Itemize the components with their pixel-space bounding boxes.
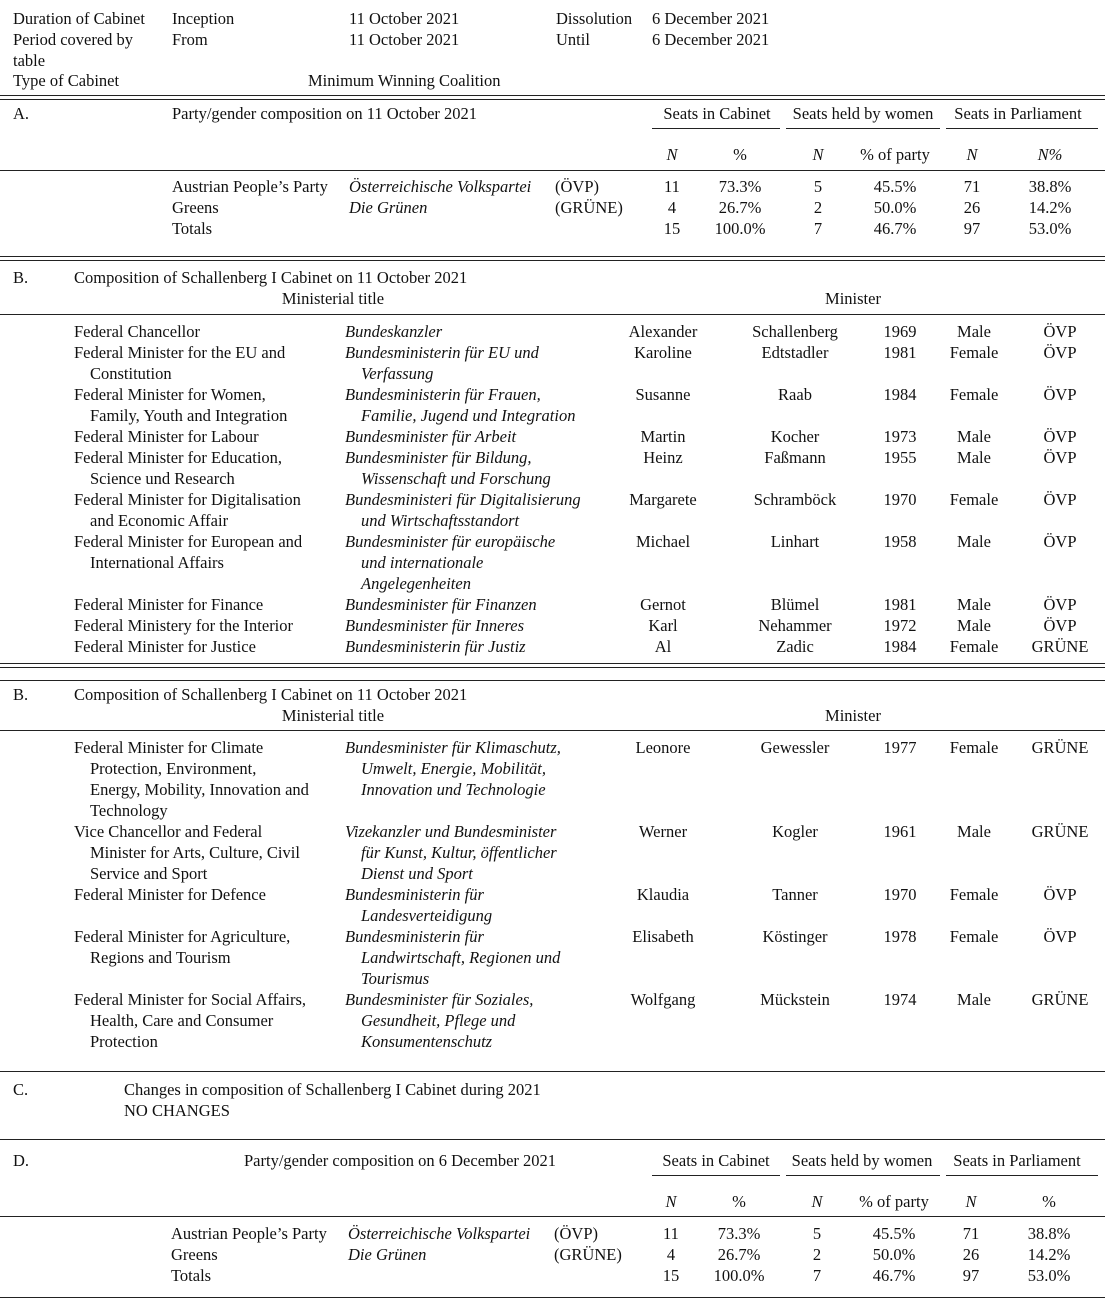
- minister-last-name: Schramböck: [753, 490, 837, 509]
- minister-first-name: Gernot: [640, 595, 686, 614]
- section-b1-end-rule: [0, 663, 1105, 668]
- ministerial-title-native: Bundeskanzler: [345, 322, 443, 341]
- cabinet-seats: 11: [663, 1224, 679, 1243]
- minister-first-name: Margarete: [629, 490, 697, 509]
- until-label: Until: [556, 30, 590, 49]
- women-seats: 2: [813, 198, 823, 217]
- minister-last-name: Schallenberg: [752, 322, 838, 341]
- minister-party: ÖVP: [1043, 532, 1077, 551]
- ministerial-title: Protection, Environment,: [90, 759, 257, 778]
- minister-first-name: Karoline: [634, 343, 692, 362]
- minister-first-name: Michael: [635, 532, 691, 551]
- ministerial-title-native: Gesundheit, Pflege und: [361, 1011, 516, 1030]
- ministerial-title: Federal Minister for Climate: [74, 738, 264, 757]
- ministerial-title-native: Bundesminister für Finanzen: [345, 595, 537, 614]
- ministerial-title-native: Bundesminister für Inneres: [345, 616, 525, 635]
- column-minister: Minister: [825, 706, 881, 725]
- minister-party: GRÜNE: [1031, 990, 1089, 1009]
- parliament-percent: 38.8%: [1028, 177, 1072, 196]
- column-header: %: [1042, 1192, 1056, 1211]
- section-a-end-rule: [0, 256, 1105, 257]
- column-header: N: [965, 1192, 977, 1211]
- minister-gender: Male: [957, 822, 991, 841]
- minister-birth-year: 1981: [883, 595, 917, 614]
- minister-last-name: Tanner: [772, 885, 818, 904]
- minister-party: GRÜNE: [1031, 822, 1089, 841]
- minister-gender: Male: [957, 990, 991, 1009]
- ministerial-title-native: für Kunst, Kultur, öffentlicher: [361, 843, 557, 862]
- minister-gender: Male: [957, 322, 991, 341]
- subheader-rule: [786, 128, 940, 129]
- party-native-name: Die Grünen: [348, 1245, 427, 1264]
- minister-gender: Female: [949, 885, 999, 904]
- ministerial-title: Federal Minister for the EU and: [74, 343, 286, 362]
- party-name: Greens: [172, 198, 219, 217]
- minister-last-name: Kocher: [770, 427, 820, 446]
- ministerial-title: Federal Minister for Women,: [74, 385, 266, 404]
- table-head-rule: [0, 314, 1105, 315]
- minister-birth-year: 1984: [883, 637, 917, 656]
- ministerial-title: Federal Ministery for the Interior: [74, 616, 294, 635]
- ministerial-title: Federal Minister for Social Affairs,: [74, 990, 307, 1009]
- women-percent: 50.0%: [872, 1245, 916, 1264]
- minister-birth-year: 1970: [883, 885, 917, 904]
- minister-gender: Female: [949, 637, 999, 656]
- minister-last-name: Blümel: [770, 595, 820, 614]
- column-header: N: [966, 145, 978, 164]
- subheader-rule: [946, 1175, 1098, 1176]
- cabinet-seats: 11: [664, 177, 680, 196]
- parliament-percent: 38.8%: [1027, 1224, 1071, 1243]
- ministerial-title-native: Landesverteidigung: [361, 906, 493, 925]
- column-header: % of party: [859, 1192, 929, 1211]
- ministerial-title: Energy, Mobility, Innovation and: [90, 780, 309, 799]
- from-date: 11 October 2021: [349, 30, 460, 49]
- parliament-seats: 97: [962, 1266, 980, 1285]
- minister-gender: Female: [949, 927, 999, 946]
- ministerial-title: Federal Chancellor: [74, 322, 200, 341]
- parliament-seats: 26: [963, 198, 981, 217]
- cabinet-percent: 100.0%: [713, 1266, 765, 1285]
- section-d-end-rule: [0, 1297, 1105, 1298]
- column-ministerial-title: Ministerial title: [281, 289, 385, 308]
- minister-birth-year: 1961: [883, 822, 917, 841]
- inception-label: Inception: [172, 9, 235, 28]
- cabinet-seats: 15: [663, 219, 681, 238]
- cabinet-percent: 73.3%: [718, 177, 762, 196]
- section-b-letter: B.: [13, 685, 29, 704]
- ministerial-title: Federal Minister for Defence: [74, 885, 266, 904]
- party-abbreviation: (GRÜNE): [554, 1245, 622, 1264]
- ministerial-title-native: Bundesminister für Arbeit: [345, 427, 517, 446]
- women-percent: 45.5%: [873, 177, 917, 196]
- ministerial-title-native: Vizekanzler und Bundesminister: [345, 822, 557, 841]
- section-a-letter: A.: [13, 104, 30, 123]
- ministerial-title-native: Innovation und Technologie: [361, 780, 546, 799]
- section-d-title: Party/gender composition on 6 December 2021: [244, 1151, 557, 1170]
- cabinet-seats: 4: [667, 198, 677, 217]
- minister-last-name: Nehammer: [758, 616, 832, 635]
- header-seats-cabinet: Seats in Cabinet: [663, 104, 771, 123]
- ministerial-title: Technology: [90, 801, 168, 820]
- until-date: 6 December 2021: [652, 30, 770, 49]
- cabinet-percent: 26.7%: [717, 1245, 761, 1264]
- header-seats-parliament: Seats in Parliament: [954, 104, 1082, 123]
- minister-party: ÖVP: [1043, 927, 1077, 946]
- ministerial-title-native: Wissenschaft und Forschung: [361, 469, 551, 488]
- header-rule: [0, 95, 1105, 100]
- ministerial-title-native: Bundesministerin für Frauen,: [345, 385, 541, 404]
- party-name: Austrian People’s Party: [172, 177, 328, 196]
- minister-party: ÖVP: [1043, 385, 1077, 404]
- minister-party: ÖVP: [1043, 448, 1077, 467]
- section-c-title: Changes in composition of Schallenberg I Cabinet during 2021: [124, 1080, 541, 1099]
- period-label-2: table: [13, 51, 46, 70]
- ministerial-title-native: Bundesminister für Klimaschutz,: [345, 738, 561, 757]
- minister-birth-year: 1969: [883, 322, 917, 341]
- minister-gender: Female: [949, 343, 999, 362]
- minister-party: ÖVP: [1043, 427, 1077, 446]
- ministerial-title: and Economic Affair: [90, 511, 229, 530]
- cabinet-percent: 26.7%: [718, 198, 762, 217]
- parliament-seats: 26: [962, 1245, 980, 1264]
- section-a-title: Party/gender composition on 11 October 2021: [172, 104, 478, 123]
- ministerial-title: Health, Care and Consumer: [90, 1011, 274, 1030]
- party-native-name: Österreichische Volkspartei: [349, 177, 532, 196]
- women-percent: 46.7%: [873, 219, 917, 238]
- parliament-percent: 14.2%: [1027, 1245, 1071, 1264]
- ministerial-title: International Affairs: [90, 553, 224, 572]
- minister-last-name: Gewessler: [760, 738, 830, 757]
- ministerial-title-native: und internationale: [361, 553, 484, 572]
- minister-party: GRÜNE: [1031, 637, 1089, 656]
- minister-birth-year: 1955: [883, 448, 917, 467]
- inception-date: 11 October 2021: [349, 9, 460, 28]
- minister-birth-year: 1977: [883, 738, 917, 757]
- ministerial-title-native: Dienst und Sport: [361, 864, 473, 883]
- ministerial-title: Vice Chancellor and Federal: [74, 822, 263, 841]
- parliament-percent: 53.0%: [1027, 1266, 1071, 1285]
- ministerial-title: Regions and Tourism: [90, 948, 231, 967]
- ministerial-title: Protection: [90, 1032, 158, 1051]
- minister-first-name: Heinz: [643, 448, 683, 467]
- ministerial-title: Federal Minister for Agriculture,: [74, 927, 291, 946]
- minister-party: ÖVP: [1043, 885, 1077, 904]
- minister-gender: Female: [949, 738, 999, 757]
- ministerial-title: Family, Youth and Integration: [90, 406, 288, 425]
- ministerial-title: Minister for Arts, Culture, Civil: [90, 843, 300, 862]
- ministerial-title-native: Bundesministerin für EU und: [345, 343, 539, 362]
- ministerial-title-native: Konsumentenschutz: [361, 1032, 493, 1051]
- minister-gender: Female: [949, 385, 999, 404]
- section-b-letter: B.: [13, 268, 29, 287]
- cabinet-percent: 100.0%: [714, 219, 766, 238]
- minister-last-name: Edtstadler: [761, 343, 829, 362]
- minister-first-name: Karl: [648, 616, 678, 635]
- minister-gender: Male: [957, 595, 991, 614]
- party-abbreviation: (ÖVP): [554, 1224, 598, 1243]
- women-seats: 7: [813, 219, 823, 238]
- ministerial-title-native: Bundesminister für europäische: [345, 532, 556, 551]
- section-b2-end-rule: [0, 1071, 1105, 1072]
- minister-first-name: Susanne: [635, 385, 691, 404]
- ministerial-title-native: Landwirtschaft, Regionen und: [361, 948, 561, 967]
- type-value: Minimum Winning Coalition: [308, 71, 501, 90]
- column-header: N: [665, 1192, 677, 1211]
- party-native-name: Die Grünen: [349, 198, 428, 217]
- minister-gender: Male: [957, 427, 991, 446]
- column-header: N: [812, 145, 824, 164]
- section-c-end-rule: [0, 1139, 1105, 1140]
- parliament-seats: 97: [963, 219, 981, 238]
- column-header: N%: [1037, 145, 1063, 164]
- section-b-title: Composition of Schallenberg I Cabinet on 11 October 2021: [74, 685, 468, 704]
- section-c-body: NO CHANGES: [124, 1101, 230, 1120]
- from-label: From: [172, 30, 208, 49]
- minister-party: GRÜNE: [1031, 738, 1089, 757]
- dissolution-date: 6 December 2021: [652, 9, 770, 28]
- minister-gender: Male: [957, 448, 991, 467]
- dissolution-label: Dissolution: [556, 9, 633, 28]
- minister-gender: Female: [949, 490, 999, 509]
- minister-party: ÖVP: [1043, 343, 1077, 362]
- minister-party: ÖVP: [1043, 490, 1077, 509]
- party-native-name: Österreichische Volkspartei: [348, 1224, 531, 1243]
- minister-birth-year: 1970: [883, 490, 917, 509]
- ministerial-title-native: Angelegenheiten: [361, 574, 471, 593]
- column-ministerial-title: Ministerial title: [281, 706, 385, 725]
- parliament-seats: 71: [963, 177, 981, 196]
- parliament-seats: 71: [962, 1224, 980, 1243]
- header-seats-women: Seats held by women: [792, 104, 934, 123]
- header-seats-cabinet: Seats in Cabinet: [662, 1151, 770, 1170]
- section-d-letter: D.: [13, 1151, 30, 1170]
- women-percent: 50.0%: [873, 198, 917, 217]
- ministerial-title-native: Bundesminister für Bildung,: [345, 448, 532, 467]
- party-name: Totals: [172, 219, 213, 238]
- minister-first-name: Wolfgang: [630, 990, 696, 1009]
- table-head-rule: [0, 170, 1105, 171]
- ministerial-title-native: Bundesministerin für: [345, 927, 484, 946]
- cabinet-seats: 4: [666, 1245, 676, 1264]
- column-minister: Minister: [825, 289, 881, 308]
- minister-first-name: Werner: [638, 822, 688, 841]
- minister-birth-year: 1978: [883, 927, 917, 946]
- minister-last-name: Köstinger: [762, 927, 828, 946]
- minister-party: ÖVP: [1043, 322, 1077, 341]
- cabinet-seats: 15: [662, 1266, 680, 1285]
- subheader-rule: [946, 128, 1098, 129]
- header-seats-women: Seats held by women: [791, 1151, 933, 1170]
- ministerial-title-native: Bundesministeri für Digitalisierung: [345, 490, 581, 509]
- women-percent: 45.5%: [872, 1224, 916, 1243]
- minister-first-name: Al: [654, 637, 672, 656]
- ministerial-title-native: Tourismus: [361, 969, 430, 988]
- minister-birth-year: 1984: [883, 385, 917, 404]
- minister-first-name: Martin: [640, 427, 686, 446]
- column-header: %: [732, 1192, 746, 1211]
- minister-first-name: Alexander: [628, 322, 698, 341]
- ministerial-title: Federal Minister for Labour: [74, 427, 259, 446]
- header-seats-parliament: Seats in Parliament: [953, 1151, 1081, 1170]
- ministerial-title-native: Umwelt, Energie, Mobilität,: [361, 759, 546, 778]
- party-name: Austrian People’s Party: [171, 1224, 327, 1243]
- parliament-percent: 14.2%: [1028, 198, 1072, 217]
- party-abbreviation: (GRÜNE): [555, 198, 623, 217]
- column-header: %: [733, 145, 747, 164]
- type-label: Type of Cabinet: [13, 71, 120, 90]
- party-abbreviation: (ÖVP): [555, 177, 599, 196]
- ministerial-title-native: und Wirtschaftsstandort: [361, 511, 520, 530]
- minister-first-name: Klaudia: [636, 885, 690, 904]
- section-b1-top-rule: [0, 260, 1105, 261]
- column-header: % of party: [860, 145, 930, 164]
- ministerial-title-native: Verfassung: [361, 364, 434, 383]
- minister-last-name: Faßmann: [764, 448, 826, 467]
- period-label: Period covered by: [13, 30, 134, 49]
- women-seats: 5: [812, 1224, 822, 1243]
- ministerial-title-native: Bundesministerin für: [345, 885, 484, 904]
- ministerial-title-native: Bundesministerin für Justiz: [345, 637, 526, 656]
- section-c-letter: C.: [13, 1080, 29, 1099]
- ministerial-title: Federal Minister for Finance: [74, 595, 264, 614]
- ministerial-title: Federal Minister for Justice: [74, 637, 256, 656]
- minister-gender: Male: [957, 616, 991, 635]
- ministerial-title: Science und Research: [90, 469, 235, 488]
- minister-birth-year: 1973: [883, 427, 917, 446]
- table-head-rule: [0, 1216, 1105, 1217]
- duration-label: Duration of Cabinet: [13, 9, 145, 28]
- minister-birth-year: 1974: [883, 990, 917, 1009]
- minister-first-name: Leonore: [635, 738, 691, 757]
- column-header: N: [666, 145, 678, 164]
- subheader-rule: [786, 1175, 940, 1176]
- minister-birth-year: 1972: [883, 616, 917, 635]
- party-name: Totals: [171, 1266, 212, 1285]
- ministerial-title: Constitution: [90, 364, 172, 383]
- ministerial-title: Federal Minister for Digitalisation: [74, 490, 301, 509]
- section-b2-top-rule: [0, 680, 1105, 681]
- table-head-rule: [0, 730, 1105, 731]
- minister-last-name: Mückstein: [760, 990, 830, 1009]
- women-seats: 2: [812, 1245, 822, 1264]
- ministerial-title-native: Bundesminister für Soziales,: [345, 990, 534, 1009]
- ministerial-title: Service and Sport: [90, 864, 208, 883]
- minister-birth-year: 1981: [883, 343, 917, 362]
- women-seats: 7: [812, 1266, 822, 1285]
- minister-gender: Male: [957, 532, 991, 551]
- minister-party: ÖVP: [1043, 595, 1077, 614]
- minister-last-name: Kogler: [772, 822, 818, 841]
- subheader-rule: [652, 128, 780, 129]
- minister-last-name: Zadic: [776, 637, 814, 656]
- minister-first-name: Elisabeth: [632, 927, 694, 946]
- subheader-rule: [652, 1175, 780, 1176]
- column-header: N: [811, 1192, 823, 1211]
- minister-party: ÖVP: [1043, 616, 1077, 635]
- section-b-title: Composition of Schallenberg I Cabinet on 11 October 2021: [74, 268, 468, 287]
- cabinet-percent: 73.3%: [717, 1224, 761, 1243]
- ministerial-title: Federal Minister for European and: [74, 532, 303, 551]
- parliament-percent: 53.0%: [1028, 219, 1072, 238]
- party-name: Greens: [171, 1245, 218, 1264]
- ministerial-title-native: Familie, Jugend und Integration: [361, 406, 576, 425]
- women-percent: 46.7%: [872, 1266, 916, 1285]
- ministerial-title: Federal Minister for Education,: [74, 448, 283, 467]
- minister-last-name: Raab: [778, 385, 812, 404]
- minister-last-name: Linhart: [770, 532, 820, 551]
- women-seats: 5: [813, 177, 823, 196]
- minister-birth-year: 1958: [883, 532, 917, 551]
